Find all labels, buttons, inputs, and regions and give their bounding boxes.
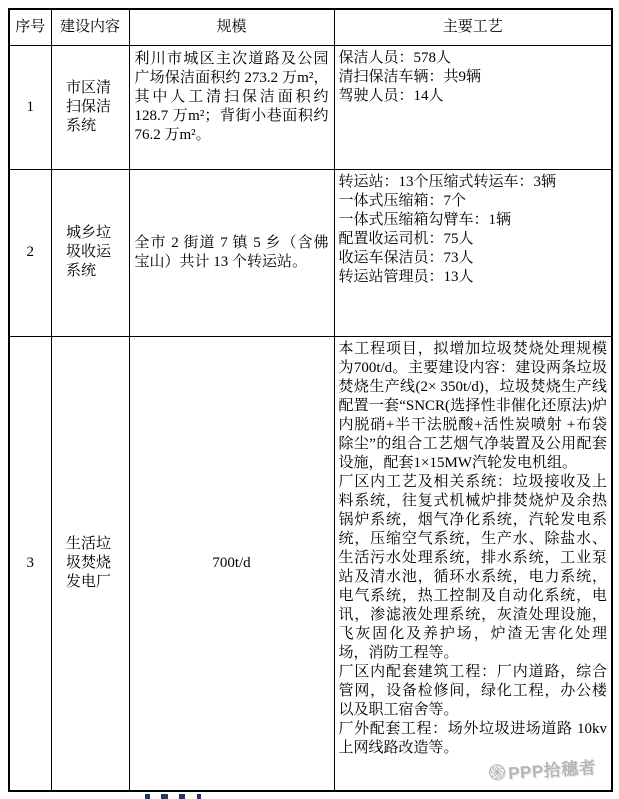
process-line: 驾驶人员：14人 — [338, 87, 444, 104]
process-line: 厂区内配套建筑工程：厂内道路，综合管网，设备检修间，绿化工程，办公楼以及职工宿舍等。 — [338, 663, 607, 718]
process-line: 转运站：13个压缩式转运车：3辆 — [338, 173, 557, 190]
clipped-text-mark — [179, 794, 185, 799]
process-line: 配置收运司机：75人 — [338, 230, 474, 247]
clipped-text-mark — [145, 794, 150, 799]
row1-process — [334, 45, 612, 169]
row1-serial: 1 — [9, 45, 51, 169]
row2-content — [51, 169, 129, 336]
table-row — [9, 45, 612, 169]
row3-content — [51, 336, 129, 791]
project-construction-table — [8, 8, 613, 792]
clipped-text-fragment — [145, 794, 265, 799]
row1-content — [51, 45, 129, 169]
row2-serial: 2 — [9, 169, 51, 336]
row2-scale: 全市 2 街道 7 镇 5 乡（含佛宝山）共计 13 个转运站。 — [129, 169, 334, 336]
header-serial-number: 序号 — [9, 9, 51, 45]
row3-content-text: 生活垃圾焚烧发电厂 — [66, 535, 112, 590]
watermark-swirl-icon: ֍ — [487, 758, 507, 786]
header-main-process: 主要工艺 — [334, 9, 612, 45]
process-line: 本工程项目，拟增加垃圾焚烧处理规模为700t/d。主要建设内容：建设两条垃圾焚烧生产线(2× 350t/d)，垃圾焚烧生产线配置一套“SNCR(选择性非催化还原法)炉内脱硝+半干法脱酸+活性炭喷射 +布袋除尘”的组合工艺烟气净装置及公用配套设施，配套1×15MW汽轮发电机组。 — [338, 340, 607, 471]
table-header-row — [9, 9, 612, 45]
header-construction-content: 建设内容 — [51, 9, 129, 45]
header-scale: 规模 — [129, 9, 334, 45]
process-line: 收运车保洁员：73人 — [338, 249, 474, 266]
process-line: 厂区内工艺及相关系统：垃圾接收及上料系统，往复式机械炉排焚烧炉及余热锅炉系统，烟气净化系统，汽轮发电系统，压缩空气系统，生产水、除盐水、生活污水处理系统，排水系统，工业泵站及清水池，循环水系统，电力系统，电气系统，热工控制及自动化系统，电讯，渗滤液处理系统，灰渣处理设施，飞灰固化及养护场，炉渣无害化处理场，消防工程等。 — [338, 473, 607, 661]
row3-scale: 700t/d — [129, 336, 334, 791]
row3-serial: 3 — [9, 336, 51, 791]
process-line: 一体式压缩箱：7个 — [338, 192, 467, 209]
row2-process — [334, 169, 612, 336]
process-line: 厂外配套工程：场外垃圾进场道路 10kv上网线路改造等。 — [338, 720, 607, 756]
row1-content-text: 市区清扫保洁系统 — [66, 79, 112, 134]
row3-process — [334, 336, 612, 791]
process-line: 保洁人员：578人 — [338, 49, 452, 66]
watermark-text: PPP拾穗者 — [507, 758, 597, 784]
clipped-text-mark — [197, 794, 201, 799]
row2-content-text: 城乡垃圾收运系统 — [66, 225, 112, 279]
process-line: 清扫保洁车辆：共9辆 — [338, 68, 482, 85]
clipped-text-mark — [161, 794, 168, 799]
row1-scale: 利川市城区主次道路及公园广场保洁面积约 273.2 万m²，其中人工清扫保洁面积约 128.7 万m²；背街小巷面积约 76.2 万m²。 — [129, 45, 334, 169]
table-row — [9, 169, 612, 336]
process-line: 转运站管理员：13人 — [338, 268, 474, 285]
process-line: 一体式压缩箱勾臂车：1辆 — [338, 211, 512, 228]
table-row — [9, 336, 612, 791]
